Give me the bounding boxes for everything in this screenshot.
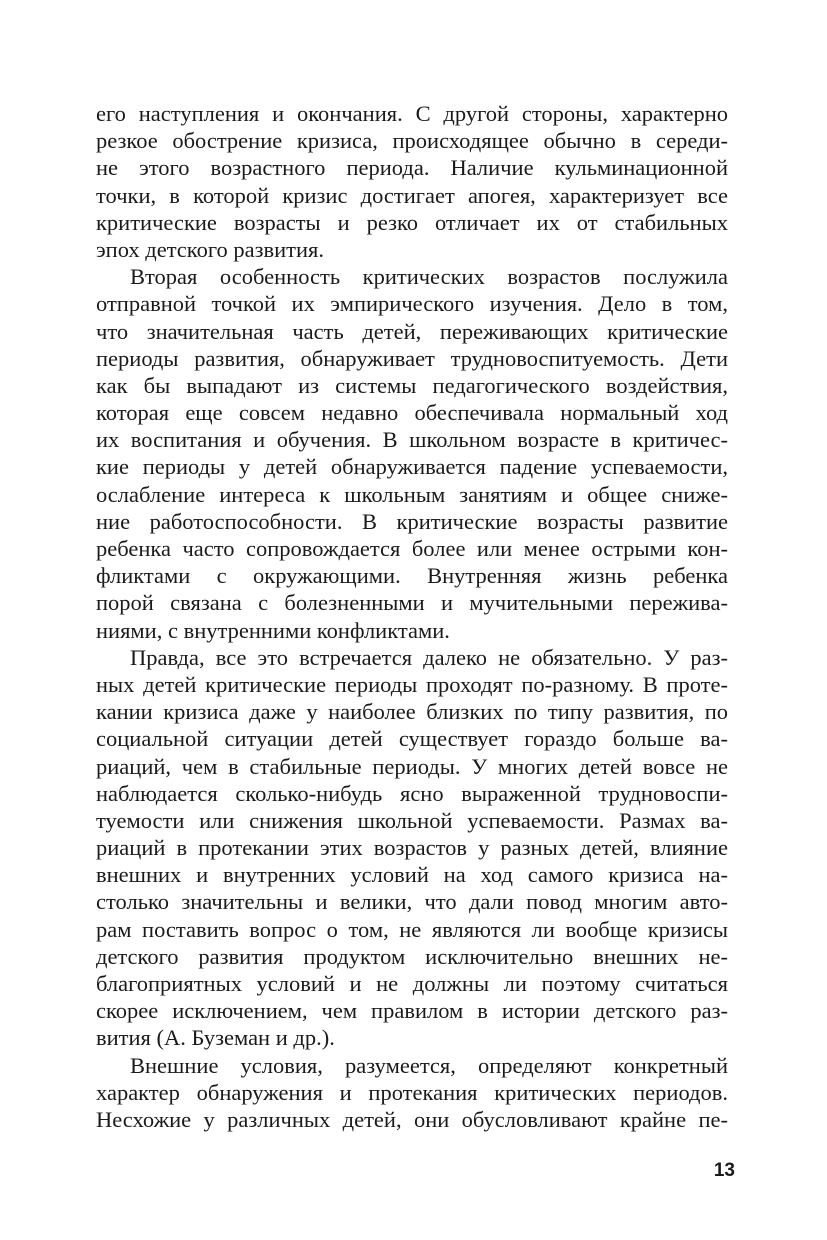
text-line: не этого возрастного периода. Наличие кульминационной xyxy=(96,155,728,181)
paragraph xyxy=(96,1052,728,1134)
text-line: вития (А. Буземан и др.). xyxy=(96,1025,335,1051)
text-line: столько значительны и велики, что дали повод многим авто- xyxy=(96,889,728,915)
text-line: благоприятных условий и не должны ли поэтому считаться xyxy=(96,971,728,996)
paragraph xyxy=(96,100,728,263)
text-line: ных детей критические периоды проходят по-разному. В проте- xyxy=(96,671,728,697)
text-line: социальной ситуации детей существует гораздо больше ва- xyxy=(96,726,728,752)
text-line: Внешние условия, разумеется, определяют конкретный xyxy=(130,1052,728,1078)
text-line: эпох детского развития. xyxy=(96,236,325,262)
text-line: ниями, с внутренними конфликтами. xyxy=(96,617,450,643)
text-line: его наступления и окончания. С другой стороны, характерно xyxy=(96,101,728,126)
text-line: что значительная часть детей, переживающих критические xyxy=(96,318,728,344)
text-line: кие периоды у детей обнаруживается падение успеваемости, xyxy=(96,454,728,480)
body-text xyxy=(96,100,728,1133)
text-line: точки, в которой кризис достигает апогея, характеризует все xyxy=(96,182,728,208)
text-line: которая еще совсем недавно обеспечивала нормальный ход xyxy=(96,400,728,426)
text-line: ние работоспособности. В критические возрасты развитие xyxy=(96,508,728,534)
text-line: порой связана с болезненными и мучительными пережива- xyxy=(96,590,728,616)
text-line: Несхожие у различных детей, они обусловливают крайне пе- xyxy=(96,1106,728,1132)
text-line: фликтами с окружающими. Внутренняя жизнь ребенка xyxy=(96,563,728,589)
text-line: Правда, все это встречается далеко не обязательно. У раз- xyxy=(130,644,728,670)
text-line: их воспитания и обучения. В школьном возрасте в критичес- xyxy=(96,427,728,453)
text-line: риаций в протекании этих возрастов у разных детей, влияние xyxy=(96,835,728,861)
paragraph xyxy=(96,263,728,644)
text-line: как бы выпадают из системы педагогического воздействия, xyxy=(96,372,728,398)
text-line: наблюдается сколько-нибудь ясно выраженной трудновоспи- xyxy=(96,780,728,806)
text-line: кании кризиса даже у наиболее близких по типу развития, по xyxy=(96,699,728,725)
text-line: отправной точкой их эмпирического изучения. Дело в том, xyxy=(96,291,728,317)
text-line: ослабление интереса к школьным занятиям и общее сниже- xyxy=(96,481,728,507)
text-line: детского развития продуктом исключительно внешних не- xyxy=(96,943,728,969)
text-line: критические возрасты и резко отличает их от стабильных xyxy=(96,209,728,235)
text-line: туемости или снижения школьной успеваемости. Размах ва- xyxy=(96,807,728,833)
text-line: резкое обострение кризиса, происходящее обычно в середи- xyxy=(96,128,728,154)
text-line: внешних и внутренних условий на ход самого кризиса на- xyxy=(96,862,728,888)
text-line: Вторая особенность критических возрастов послужила xyxy=(130,264,728,290)
text-line: рам поставить вопрос о том, не являются ли вообще кризисы xyxy=(96,916,728,942)
text-line: ребенка часто сопровождается более или менее острыми кон- xyxy=(96,536,728,561)
text-line: скорее исключением, чем правилом в истории детского раз- xyxy=(96,998,728,1024)
paragraph xyxy=(96,644,728,1052)
text-line: периоды развития, обнаруживает трудновоспитуемость. Дети xyxy=(96,345,728,371)
text-line: риаций, чем в стабильные периоды. У многих детей вовсе не xyxy=(96,753,728,779)
text-line: характер обнаружения и протекания критических периодов. xyxy=(96,1079,728,1105)
page-number: 13 xyxy=(713,1160,735,1181)
